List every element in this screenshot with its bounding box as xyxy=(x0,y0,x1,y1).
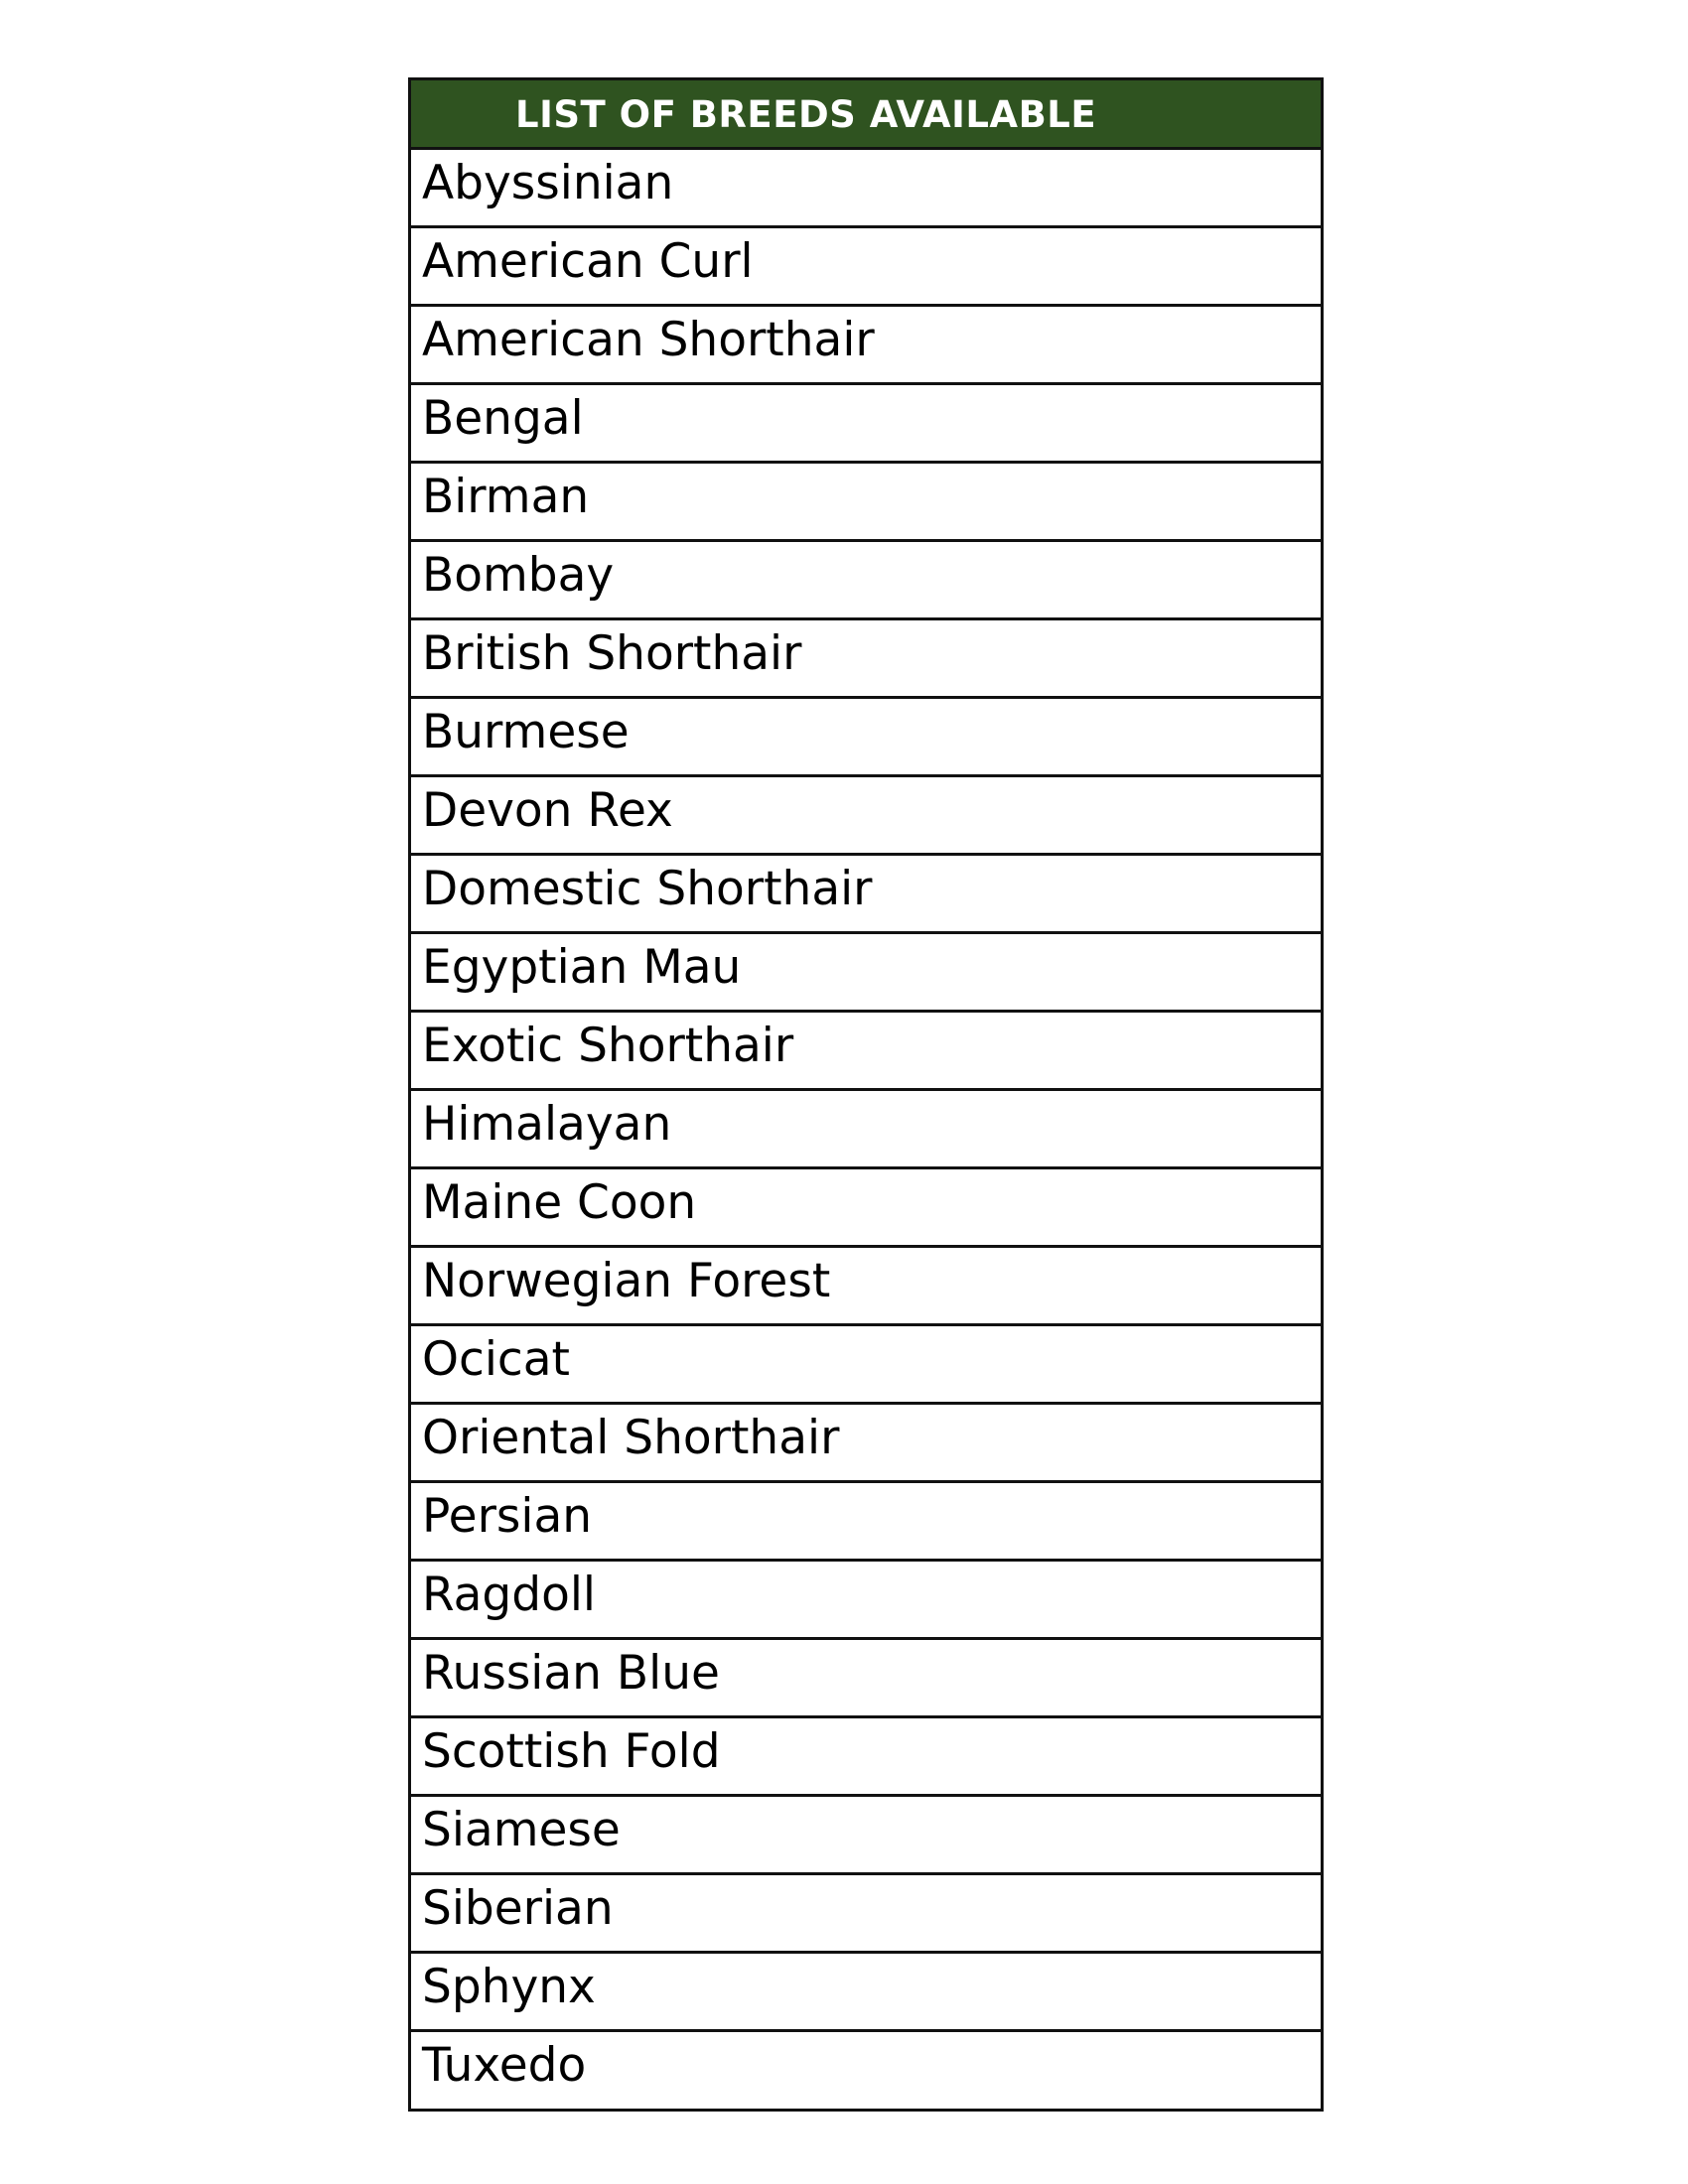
breed-row: American Curl xyxy=(411,228,1321,307)
breed-row: Oriental Shorthair xyxy=(411,1405,1321,1483)
breed-row: Norwegian Forest xyxy=(411,1248,1321,1326)
breed-row: Sphynx xyxy=(411,1954,1321,2032)
breed-row: Ragdoll xyxy=(411,1562,1321,1640)
breed-row: Russian Blue xyxy=(411,1640,1321,1718)
breed-row: Siberian xyxy=(411,1875,1321,1954)
breed-row: Egyptian Mau xyxy=(411,934,1321,1013)
breed-row: British Shorthair xyxy=(411,620,1321,699)
breed-list-table xyxy=(408,77,1324,2112)
breed-row: Siamese xyxy=(411,1797,1321,1875)
breed-row: Domestic Shorthair xyxy=(411,856,1321,934)
breed-row: Persian xyxy=(411,1483,1321,1562)
breed-row: Bombay xyxy=(411,542,1321,620)
breed-row: Burmese xyxy=(411,699,1321,777)
breed-row: American Shorthair xyxy=(411,307,1321,385)
breed-row: Exotic Shorthair xyxy=(411,1013,1321,1091)
breed-row: Scottish Fold xyxy=(411,1718,1321,1797)
breed-row: Birman xyxy=(411,464,1321,542)
breed-row: Maine Coon xyxy=(411,1169,1321,1248)
table-header: LIST OF BREEDS AVAILABLE xyxy=(411,80,1321,150)
breed-row: Ocicat xyxy=(411,1326,1321,1405)
breed-row: Devon Rex xyxy=(411,777,1321,856)
breed-row: Himalayan xyxy=(411,1091,1321,1169)
breed-row: Tuxedo xyxy=(422,2038,587,2093)
breed-row: Abyssinian xyxy=(411,150,1321,228)
breed-row: Bengal xyxy=(411,385,1321,464)
